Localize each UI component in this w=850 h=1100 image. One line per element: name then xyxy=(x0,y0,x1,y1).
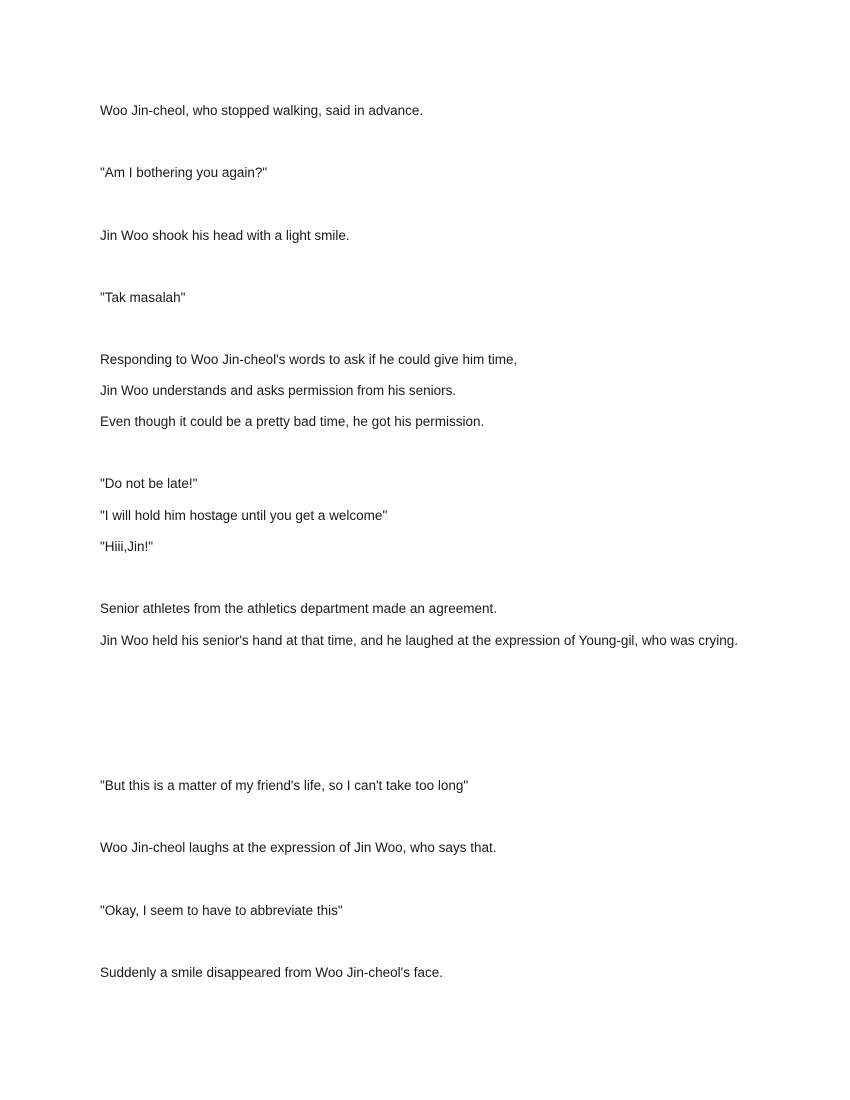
paragraph: Woo Jin-cheol laughs at the expression of Jin Woo, who says that. xyxy=(100,840,497,855)
dialogue-line: "Do not be late!" xyxy=(100,476,198,491)
paragraph: Woo Jin-cheol, who stopped walking, said in advance. xyxy=(100,103,424,118)
dialogue-line: "But this is a matter of my friend's life, so I can't take too long" xyxy=(100,778,469,793)
dialogue-line: "Okay, I seem to have to abbreviate this" xyxy=(100,903,343,918)
paragraph: Jin Woo held his senior's hand at that time, and he laughed at the expression of Young-gil, who was crying. xyxy=(100,633,738,648)
dialogue-line: "I will hold him hostage until you get a welcome" xyxy=(100,508,388,523)
paragraph: Suddenly a smile disappeared from Woo Jin-cheol's face. xyxy=(100,965,444,980)
paragraph: Jin Woo shook his head with a light smile. xyxy=(100,228,350,243)
paragraph: Responding to Woo Jin-cheol's words to ask if he could give him time, xyxy=(100,352,518,367)
dialogue-line: "Tak masalah" xyxy=(100,290,186,305)
paragraph: Even though it could be a pretty bad time, he got his permission. xyxy=(100,414,485,429)
dialogue-line: "Am I bothering you again?" xyxy=(100,165,268,180)
paragraph: Jin Woo understands and asks permission from his seniors. xyxy=(100,383,457,398)
dialogue-line: "Hiii,Jin!" xyxy=(100,539,154,554)
paragraph: Senior athletes from the athletics department made an agreement. xyxy=(100,601,497,616)
